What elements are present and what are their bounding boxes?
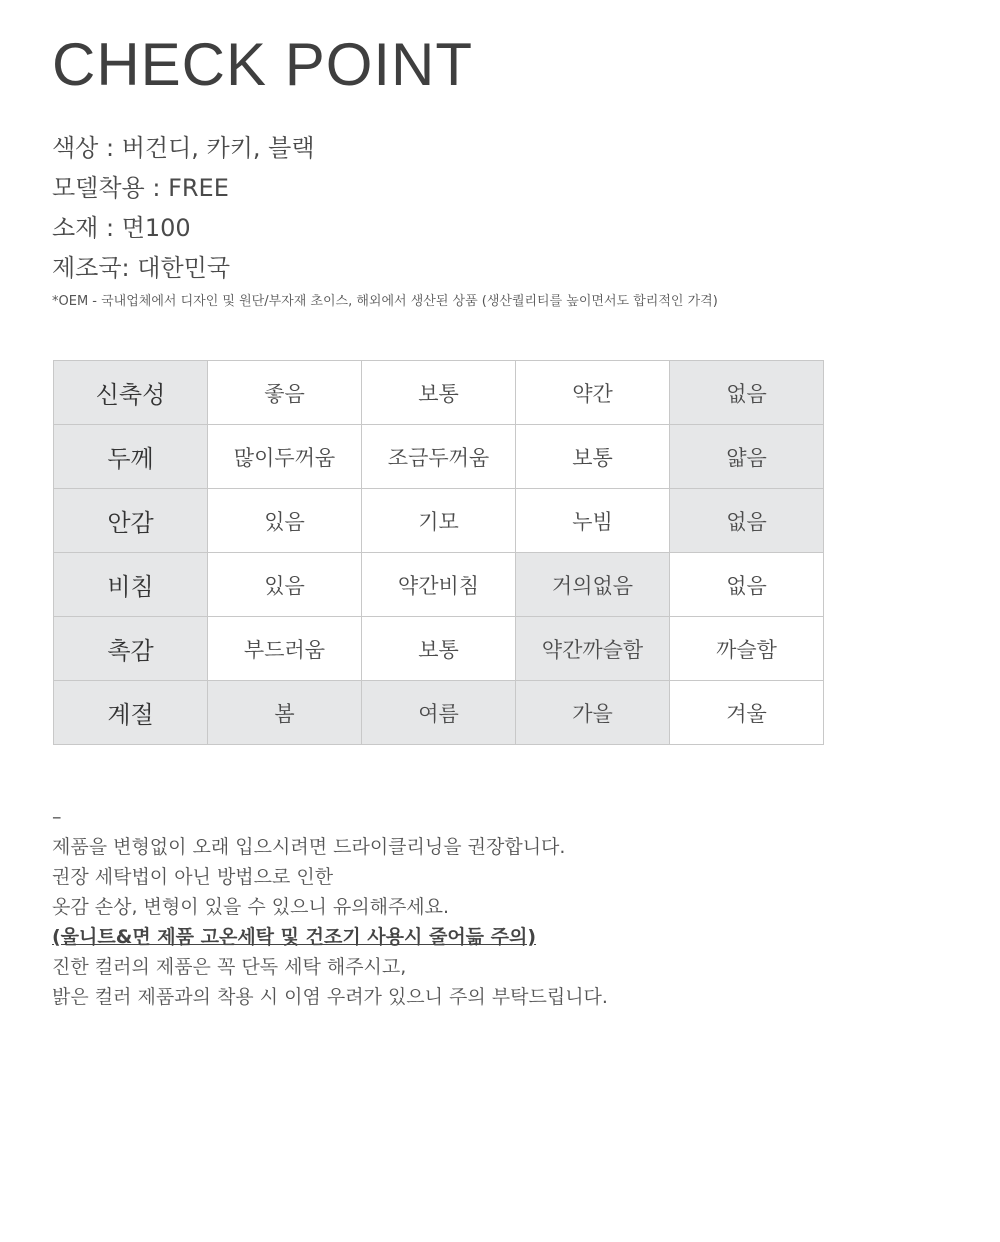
spec-option-selected: 봄 [208,681,362,745]
spec-row-lining [54,489,824,553]
care-instructions [52,802,608,1012]
origin-info: 제조국: 대한민국 [52,254,231,282]
spec-option-selected: 얇음 [670,425,824,489]
spec-option: 겨울 [670,681,824,745]
spec-option-selected: 가을 [516,681,670,745]
spec-option: 있음 [208,489,362,553]
spec-option-selected: 거의없음 [516,553,670,617]
product-info [52,128,315,288]
spec-option: 보통 [516,425,670,489]
oem-note: *OEM - 국내업체에서 디자인 및 원단/부자재 초이스, 해외에서 생산된 상품 (생산퀄리티를 높이면서도 합리적인 가격) [52,294,718,309]
care-line: 권장 세탁법이 아닌 방법으로 인한 [52,866,334,888]
spec-option: 누빔 [516,489,670,553]
spec-table [53,360,824,745]
spec-row-stretch [54,361,824,425]
spec-option: 약간비침 [362,553,516,617]
spec-option-selected: 약간까슬함 [516,617,670,681]
spec-option-selected: 없음 [670,489,824,553]
spec-option: 없음 [670,553,824,617]
spec-option: 약간 [516,361,670,425]
care-line: 밝은 컬러 제품과의 착용 시 이염 우려가 있으니 주의 부탁드립니다. [52,986,608,1008]
spec-option-selected: 여름 [362,681,516,745]
spec-row-label: 촉감 [54,617,208,681]
spec-row-label: 신축성 [54,361,208,425]
spec-option: 있음 [208,553,362,617]
care-dash: – [52,806,62,828]
spec-row-texture [54,617,824,681]
spec-row-label: 두께 [54,425,208,489]
material-info: 소재 : 면100 [52,214,191,242]
spec-option: 많이두꺼움 [208,425,362,489]
spec-option: 부드러움 [208,617,362,681]
page-title: CHECK POINT [52,31,474,98]
care-line: 제품을 변형없이 오래 입으시려면 드라이클리닝을 권장합니다. [52,836,566,858]
spec-option: 좋음 [208,361,362,425]
spec-row-label: 계절 [54,681,208,745]
spec-row-label: 안감 [54,489,208,553]
spec-row-thickness [54,425,824,489]
spec-option-selected: 없음 [670,361,824,425]
spec-row-season [54,681,824,745]
spec-option: 까슬함 [670,617,824,681]
spec-option: 보통 [362,361,516,425]
care-line: 진한 컬러의 제품은 꼭 단독 세탁 해주시고, [52,956,407,978]
spec-row-transparency [54,553,824,617]
care-warning: (울니트&면 제품 고온세탁 및 건조기 사용시 줄어듦 주의) [52,926,537,948]
spec-option: 보통 [362,617,516,681]
color-info: 색상 : 버건디, 카키, 블랙 [52,134,315,162]
spec-row-label: 비침 [54,553,208,617]
care-line: 옷감 손상, 변형이 있을 수 있으니 유의해주세요. [52,896,450,918]
spec-option: 기모 [362,489,516,553]
spec-option: 조금두꺼움 [362,425,516,489]
model-info: 모델착용 : FREE [52,174,229,202]
